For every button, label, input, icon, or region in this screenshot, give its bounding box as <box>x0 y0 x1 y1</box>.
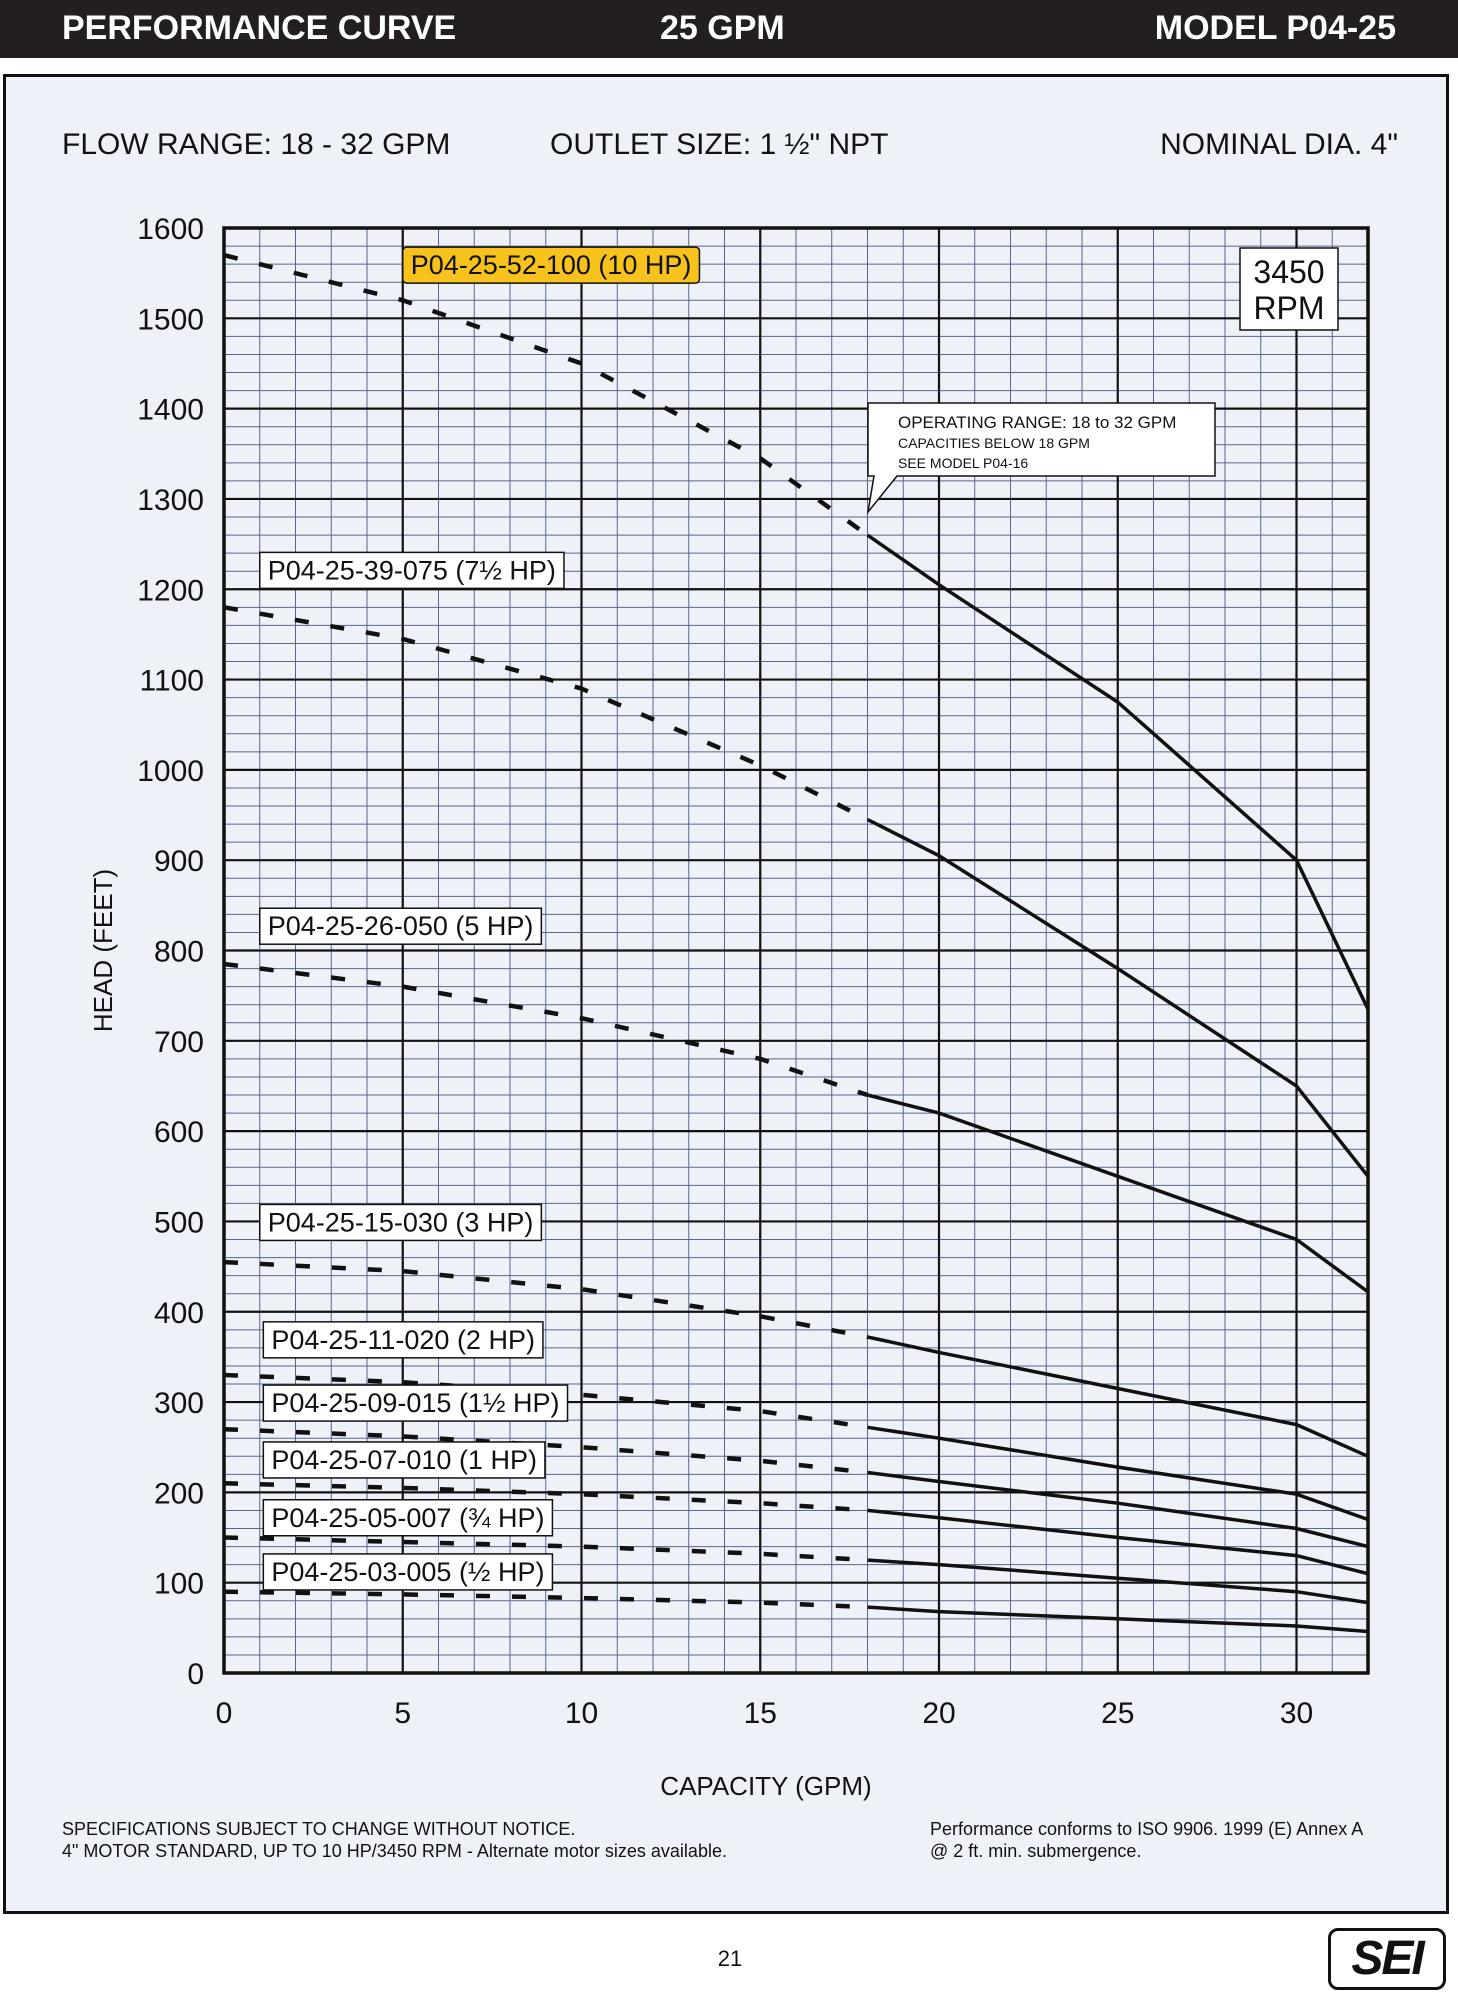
y-tick-label: 600 <box>153 1116 204 1150</box>
flow-range: FLOW RANGE: 18 - 32 GPM <box>62 128 451 161</box>
y-tick-label: 1000 <box>137 754 204 788</box>
x-tick-label: 15 <box>743 1697 777 1730</box>
series-label-text: P04-25-09-015 (1½ HP) <box>271 1388 560 1419</box>
footer-iso-line-2: @ 2 ft. min. submergence. <box>930 1841 1142 1861</box>
callout-text: CAPACITIES BELOW 18 GPM <box>898 435 1090 451</box>
y-tick-label: 800 <box>153 935 204 969</box>
rpm-text: 3450 <box>1253 254 1325 290</box>
series-label-text: P04-25-39-075 (7½ HP) <box>267 555 556 586</box>
header-model: MODEL P04-25 <box>1154 9 1396 47</box>
rpm-box <box>1240 248 1338 330</box>
header-title: PERFORMANCE CURVE <box>62 9 457 47</box>
y-tick-label: 1100 <box>139 664 204 698</box>
y-tick-label: 100 <box>153 1567 204 1601</box>
x-tick-label: 25 <box>1101 1697 1135 1730</box>
header-flow: 25 GPM <box>660 9 785 47</box>
y-tick-label: 1600 <box>137 213 204 246</box>
page-number: 21 <box>717 1946 743 1971</box>
x-tick-label: 30 <box>1279 1697 1314 1730</box>
footer-line-2: 4" MOTOR STANDARD, UP TO 10 HP/3450 RPM - Alternate motor sizes available. <box>62 1841 727 1861</box>
footer-iso <box>930 1818 1363 1862</box>
nominal-diameter: NOMINAL DIA. 4" <box>1160 128 1398 161</box>
x-axis-label: CAPACITY (GPM) <box>660 1771 872 1801</box>
x-tick-label: 5 <box>394 1697 412 1730</box>
rpm-text: RPM <box>1253 290 1325 326</box>
x-tick-label: 10 <box>564 1697 599 1730</box>
y-tick-label: 0 <box>187 1658 204 1691</box>
y-tick-label: 1400 <box>137 393 204 427</box>
series-label-text: P04-25-07-010 (1 HP) <box>271 1444 537 1475</box>
outlet-size: OUTLET SIZE: 1 ½" NPT <box>550 128 889 161</box>
series-label-3 <box>260 1204 542 1240</box>
series-label-4 <box>263 1322 543 1358</box>
series-label-text: P04-25-26-050 (5 HP) <box>267 911 534 942</box>
series-label-8 <box>263 1554 552 1590</box>
series-label-6 <box>263 1442 545 1478</box>
callout-text: OPERATING RANGE: 18 to 32 GPM <box>898 413 1177 432</box>
series-label-1 <box>260 552 564 588</box>
y-tick-label: 1500 <box>137 303 204 337</box>
series-label-text: P04-25-03-005 (½ HP) <box>271 1556 545 1587</box>
y-tick-label: 500 <box>153 1206 204 1240</box>
y-tick-label: 1200 <box>137 574 204 608</box>
series-label-text: P04-25-52-100 (10 HP) <box>410 250 692 281</box>
series-label-text: P04-25-11-020 (2 HP) <box>271 1324 535 1355</box>
x-tick-label: 0 <box>215 1697 233 1730</box>
series-label-0 <box>403 247 700 283</box>
y-axis-label: HEAD (FEET) <box>88 868 118 1033</box>
series-label-2 <box>260 908 542 944</box>
y-tick-label: 900 <box>153 845 204 879</box>
y-tick-label: 1300 <box>137 483 204 517</box>
series-label-text: P04-25-05-007 (¾ HP) <box>271 1502 545 1533</box>
y-tick-label: 700 <box>153 1025 204 1059</box>
footer-specs <box>62 1818 727 1862</box>
y-tick-label: 400 <box>153 1296 204 1330</box>
callout-text: SEE MODEL P04-16 <box>898 455 1029 471</box>
company-logo: SEI <box>1328 1928 1446 1990</box>
x-tick-label: 20 <box>922 1697 956 1730</box>
y-tick-label: 200 <box>153 1477 204 1511</box>
series-label-5 <box>263 1385 567 1421</box>
footer-line-1: SPECIFICATIONS SUBJECT TO CHANGE WITHOUT NOTICE. <box>62 1819 576 1839</box>
series-label-text: P04-25-15-030 (3 HP) <box>267 1207 534 1238</box>
y-tick-label: 300 <box>153 1387 204 1421</box>
series-label-7 <box>263 1500 552 1536</box>
footer-iso-line-1: Performance conforms to ISO 9906. 1999 (E) Annex A <box>930 1819 1364 1839</box>
